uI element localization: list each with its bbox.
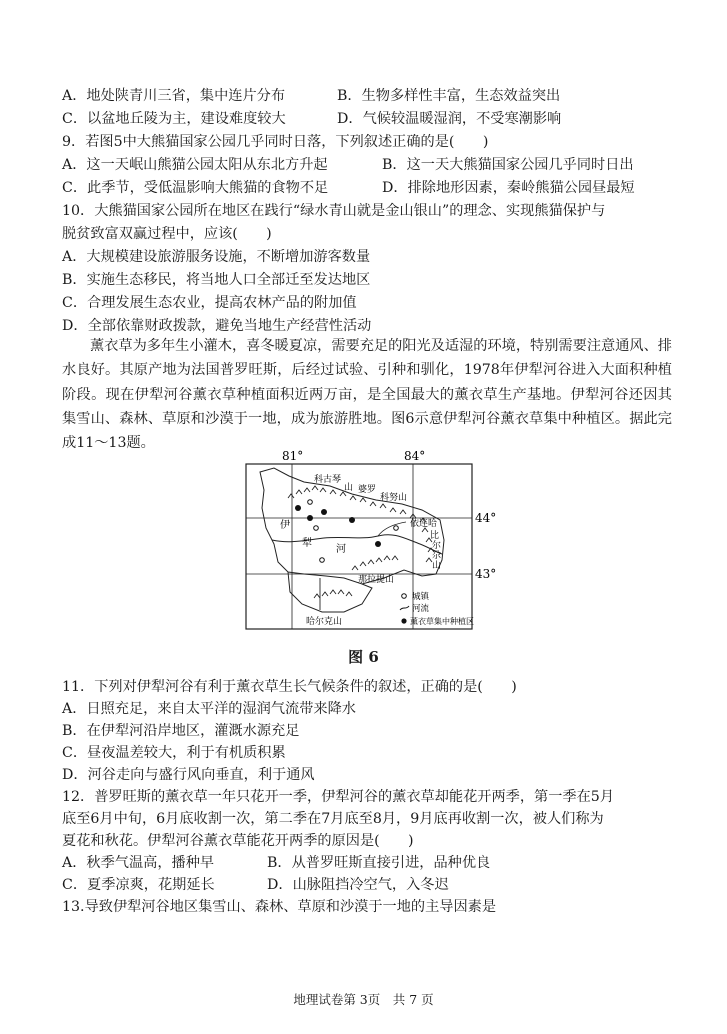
legend-area-symbol [401, 618, 406, 623]
q11-option-c: C．昼夜温差较大，利于有机质积累 [62, 745, 286, 761]
river-tributary [378, 522, 406, 536]
town-symbol [394, 526, 399, 531]
map-legend [400, 591, 474, 626]
q9-option-d: D．排除地形因素，秦岭熊猫公园昼最短 [382, 180, 635, 196]
figure-6-caption: 图 6 [348, 648, 379, 666]
q10-option-d: D．全部依靠财政拨款，避免当地生产经营性活动 [62, 318, 372, 334]
q10-option-b: B．实施生态移民，将当地人口全部迁至发达地区 [62, 272, 371, 288]
lon-label-81: 81° [282, 449, 304, 463]
label-he: 河 [336, 544, 346, 555]
q9-option-b: B．这一天大熊猫国家公园几乎同时日出 [382, 157, 634, 173]
lat-label-43: 43° [475, 567, 497, 581]
legend-town-symbol [402, 594, 407, 599]
q8-option-b: B．生物多样性丰富，生态效益突出 [337, 88, 561, 104]
label-li: 犁 [302, 538, 312, 549]
lavender-area-dot [321, 509, 327, 515]
ili-river [272, 535, 442, 554]
lon-label-84: 84° [404, 449, 426, 463]
label-yilian: 依连哈 [410, 519, 438, 529]
q9-option-c: C．此季节，受低温影响大熊猫的食物不足 [62, 180, 329, 196]
label-shan-east: 山 [432, 561, 442, 571]
q9-stem: 9．若图5中大熊猫国家公园几乎同时日落，下列叙述正确的是( ) [62, 134, 489, 150]
q10-option-c: C．合理发展生态农业，提高农林产品的附加值 [62, 295, 357, 311]
town-symbol [320, 558, 325, 563]
q10-option-a: A．大规模建设旅游服务设施，不断增加游客数量 [62, 249, 371, 265]
q12-option-a: A．秋季气温高，播种早 [62, 855, 215, 871]
town-symbol [314, 526, 319, 531]
q12-option-d: D．山脉阻挡冷空气，入冬迟 [267, 877, 449, 893]
q11-option-b: B．在伊犁河沿岸地区，灌溉水源充足 [62, 723, 300, 739]
q8-option-d: D．气候较温暖湿润，不受寒潮影响 [337, 111, 562, 127]
lavender-area-dot [307, 515, 313, 521]
label-nalati: 那拉提山 [358, 575, 395, 585]
q12-stem-line-3: 夏花和秋花。伊犁河谷薰衣草能花开两季的原因是( ) [62, 833, 414, 849]
q11-option-d: D．河谷走向与盛行风向垂直，利于通风 [62, 767, 315, 783]
label-haer: 哈尔克山 [306, 617, 343, 627]
q13-stem: 13.导致伊犁河谷地区集雪山、森林、草原和沙漠于一地的主导因素是 [62, 899, 497, 915]
q9-option-a: A．这一天岷山熊猫公园太阳从东北方升起 [62, 157, 328, 173]
q12-stem-line-2: 底至6月中旬，6月底收割一次，第二季在7月底至8月，9月底再收割一次，被人们称为 [62, 811, 604, 827]
label-er: 尔 [432, 541, 442, 551]
label-shan: 山 [344, 483, 354, 493]
label-boluo: 婆罗 [358, 485, 377, 495]
lavender-passage: 薰衣草为多年生小灌木，喜冬暖夏凉，需要充足的阳光及适湿的环境，特别需要注意通风、排水良好。其原产地为法国普罗旺斯，后经过试验、引种和驯化，1978年伊犁河谷进入大面积种植阶段。现在伊犁河谷薰衣草种植面积近两万亩，是全国最大的薰衣草生产基地。伊犁河谷还因其集雪山、森林、草原和沙漠于一地，成为旅游胜地。图6示意伊犁河谷薰衣草集中种植区。据此完成11～13题。 [62, 338, 672, 452]
legend-area-label: 薰衣草集中种植区 [410, 617, 474, 626]
label-gan: 尕 [432, 551, 442, 561]
legend-town-label: 城镇 [412, 592, 430, 602]
legend-river-symbol [400, 606, 409, 610]
label-kegu: 科古琴 [314, 475, 342, 485]
label-yi: 伊 [280, 520, 290, 531]
lat-label-44: 44° [475, 511, 497, 525]
town-symbol [308, 500, 313, 505]
ili-valley-map-svg [244, 448, 497, 636]
q11-option-a: A．日照充足，来自太平洋的湿润气流带来降水 [62, 701, 356, 717]
q10-stem-line-1: 10．大熊猫国家公园所在地区在践行“绿水青山就是金山银山”的理念、实现熊猫保护与 [62, 203, 606, 219]
q10-stem-line-2: 脱贫致富双赢过程中，应该( ) [62, 226, 272, 242]
lavender-area-dot [295, 505, 301, 511]
label-bi: 比 [430, 531, 440, 541]
label-kenu: 科努山 [380, 493, 408, 503]
q12-option-b: B．从普罗旺斯直接引进，品种优良 [267, 855, 491, 871]
q8-option-a: A．地处陕青川三省，集中连片分布 [62, 88, 286, 104]
q12-stem-line-1: 12．普罗旺斯的薰衣草一年只花开一季，伊犁河谷的薰衣草却能花开两季，第一季在5月 [62, 789, 615, 805]
page-footer: 地理试卷第 3页 共 7 页 [293, 992, 434, 1007]
q8-option-c: C．以盆地丘陵为主，建设难度较大 [62, 111, 286, 127]
lavender-area-dot [349, 517, 355, 523]
lavender-area-dot [375, 541, 381, 547]
legend-river-label: 河流 [412, 604, 430, 614]
q12-option-c: C．夏季凉爽，花期延长 [62, 877, 215, 893]
nalati-mountain-symbols [352, 556, 398, 570]
q11-stem: 11．下列对伊犁河谷有利于薰衣草生长气候条件的叙述，正确的是( ) [62, 679, 517, 695]
figure-6-map [244, 448, 497, 636]
